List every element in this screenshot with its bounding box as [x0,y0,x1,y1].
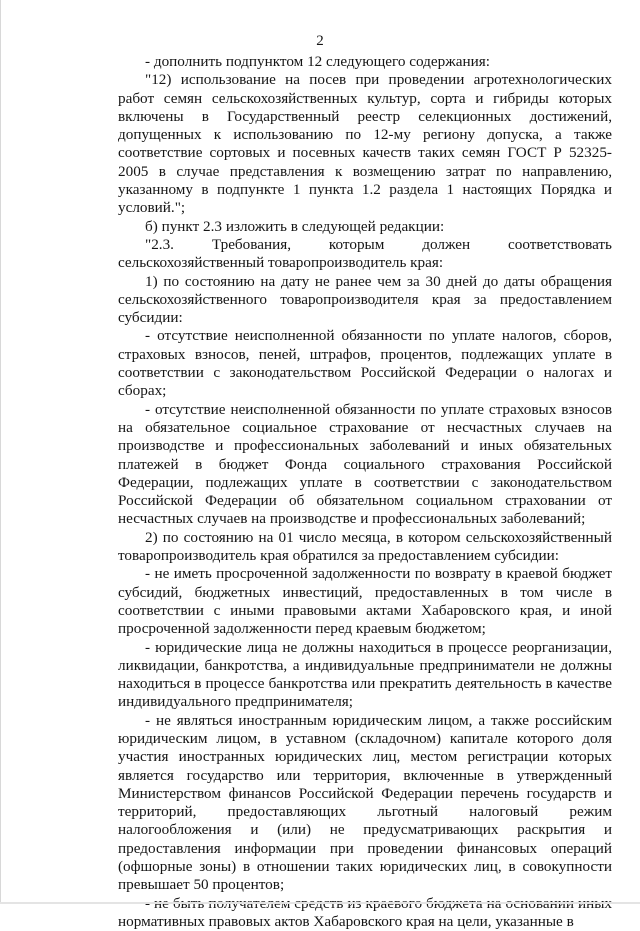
paragraph-amend-item-12: - дополнить подпунктом 12 следующего содержания: [145,53,490,70]
paragraph-2-3-requirements: "2.3. Требования, которым должен соответствовать сельскохозяйственный товаропроизводитель края: [118,235,612,272]
page-left-edge [0,0,1,904]
paragraph-not-recipient: нормативных правовых актов Хабаровского края на цели, указанные в [118,912,574,930]
paragraph-no-reorganization: - юридические лица не должны находиться в процессе реорганизации, ликвидации, банкротства, а индивидуальные предприниматели не должны находиться в процессе банкротства или прекратить деятельность в качестве индивидуального предпринимателя; [118,638,612,711]
paragraph-item-12-text: "12) использование на посев при проведении агротехнологических работ семян сельскохозяйственных культур, сорта и гибриды которых включены в Государственный реестр селекционных достижений, допущенных к использованию по 12-му региону допуска, а также соответствие сортовых и посевных качеств таких семян ГОСТ Р 52325-2005 в случае представления к возмещению затрат по направлению, указанному в подпункте 1 пункта 1.2 раздела 1 настоящих Порядка и условий."; [118,71,612,217]
paragraph-item-2-3-intro: б) пункт 2.3 изложить в следующей редакции: [145,217,445,235]
paragraph-condition-2: 2) по состоянию на 01 число месяца, в котором сельскохозяйственный товаропроизводитель края обратился за предоставлением субсидии: [118,528,612,565]
page-number: 2 [316,33,324,49]
document-body [118,53,612,931]
paragraph-not-foreign-entity: - не являться иностранным юридическим лицом, а также российским юридическим лицом, в уставном (складочном) капитале которого доля участия иностранных юридических лиц, местом регистрации которых является государство или территория, включенные в утвержденный Министерством финансов Российской Федерации перечень государств и территорий, предоставляющих льготный налоговый режим налогообложения и (или) не предусматривающих раскрытия и предоставления информации при проведении финансовых операций (офшорные зоны) в отношении таких юридических лиц, в совокупности превышает 50 процентов; [118,711,612,894]
paragraph-tax-obligations: - отсутствие неисполненной обязанности по уплате налогов, сборов, страховых взносов, пеней, штрафов, процентов, подлежащих уплате в соответствии с законодательством Российской Федерации о налогах и сборах; [118,327,612,400]
paragraph-insurance-obligations: - отсутствие неисполненной обязанности по уплате страховых взносов на обязательное социальное страхование от несчастных случаев на производстве и профессиональных заболеваний и иных обязательных платежей в бюджет Фонда социального страхования Российской Федерации, подлежащих уплате в соответствии с законодательством Российской Федерации об обязательном социальном страховании от несчастных случаев на производстве и профессиональных заболеваний; [118,400,612,528]
paragraph-condition-1: 1) по состоянию на дату не ранее чем за 30 дней до даты обращения сельскохозяйственного товаропроизводителя края за предоставлением субсидии: [118,272,612,327]
paragraph-no-overdue-debt: - не иметь просроченной задолженности по возврату в краевой бюджет субсидий, бюджетных инвестиций, предоставленных в том числе в соответствии с иными правовыми актами Хабаровского края, и иной просроченной задолженности перед краевым бюджетом; [118,565,612,638]
